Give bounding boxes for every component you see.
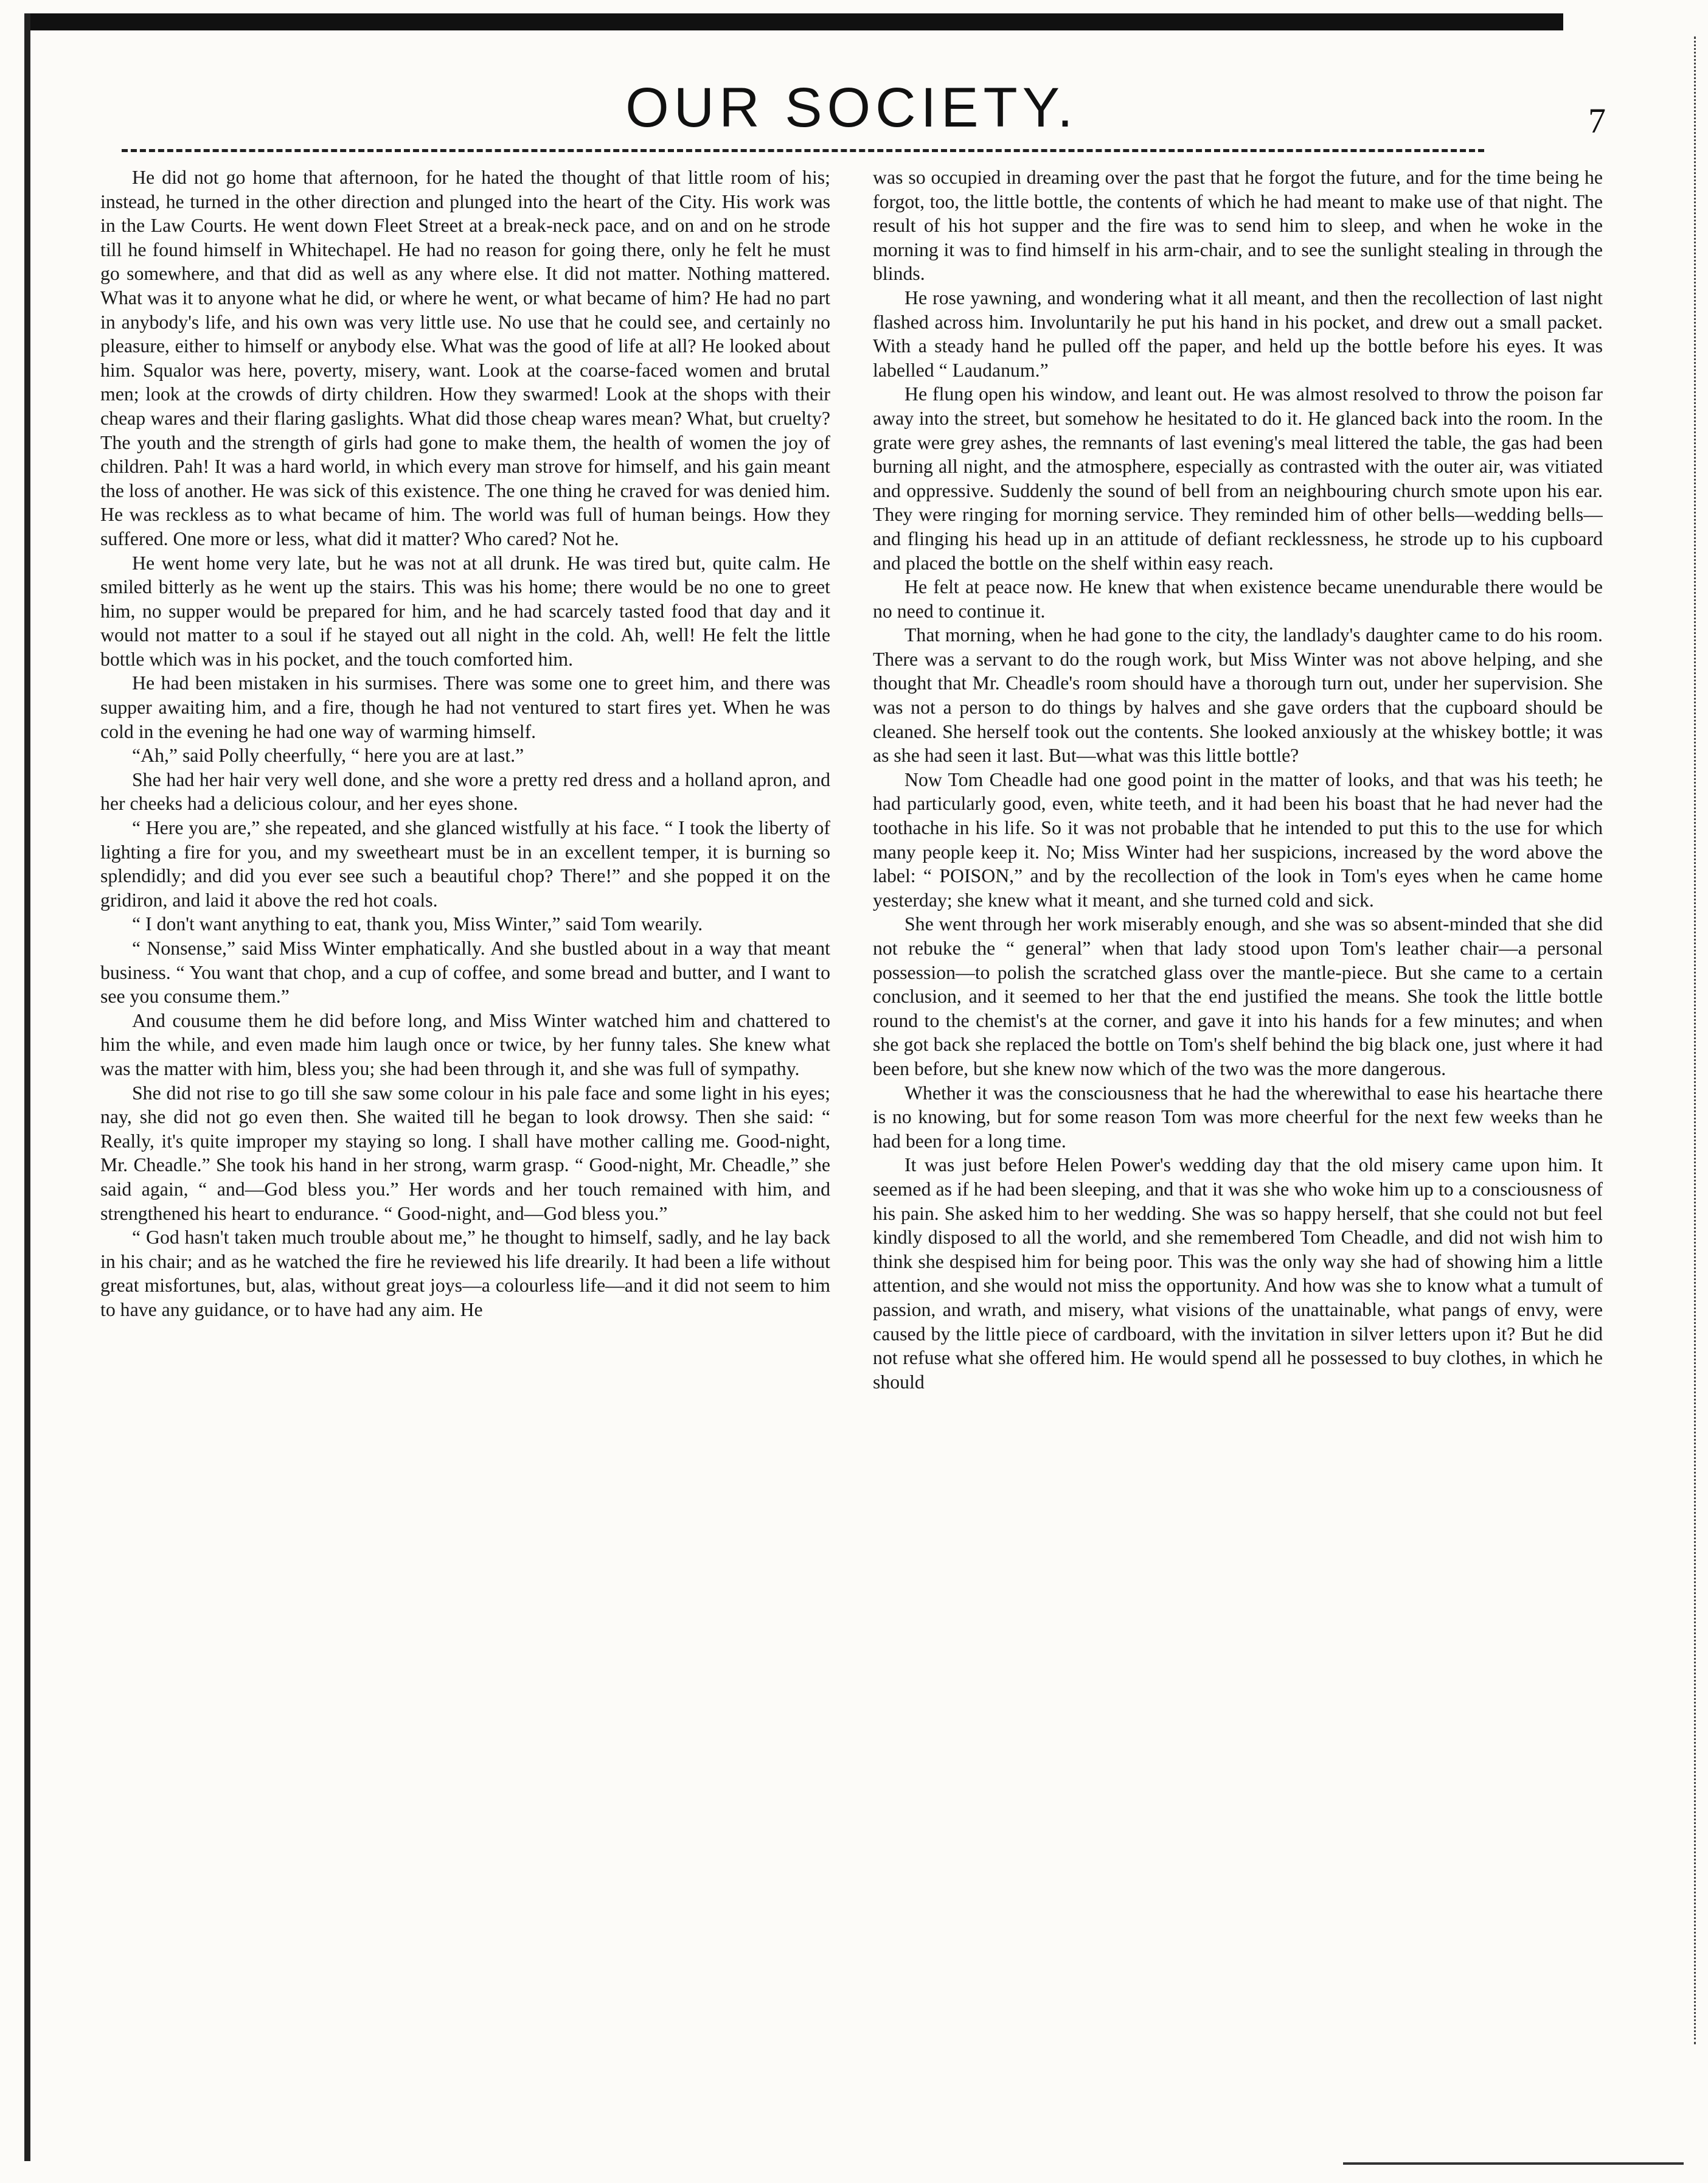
paragraph: He had been mistaken in his surmises. There was some one to greet him, and there was supper awaiting him, and a fire, though he had not ventured to start fires yet. When he was cold in the evening he had one way of warming himself.	[100, 672, 830, 742]
paragraph: was so occupied in dreaming over the past that he forgot the future, and for the time being he forgot, too, the little bottle, the contents of which he had meant to make use of that night. The result of his hot supper and the fire was to send him to sleep, and when he woke in the morning it was to find himself in his arm-chair, and to see the sunlight stealing in through the blinds.	[873, 167, 1603, 285]
paragraph: And cousume them he did before long, and Miss Winter watched him and chattered to him the while, and even made him laugh once or twice, by her funny tales. She knew what was the matter with him, bless you; she had been through it, and she was full of sympathy.	[100, 1009, 830, 1079]
paragraph: That morning, when he had gone to the city, the landlady's daughter came to do his room. There was a servant to do the rough work, but Miss Winter was not above helping, and she thought that Mr. Cheadle's room should have a thorough turn out, under her supervision. She was not a person to do things by halves and she gave orders that the cupboard should be cleaned. She herself took out the contents. She looked anxiously at the whiskey bottle; it was as she had seen it last. But—what was this little bottle?	[873, 624, 1603, 767]
paragraph: She did not rise to go till she saw some colour in his pale face and some light in his eyes; nay, she did not go even then. She waited till he began to look drowsy. Then she said: “ Really, it's quite improper my staying so long. I shall have mother calling me. Good-night, Mr. Cheadle.” She took his hand in her strong, warm grasp. “ Good-night, Mr. Cheadle,” she said again, “ and—God bless you.” Her words and her touch remained with him, and strengthened his heart to endurance. “ Good-night, and—God bless you.”	[100, 1082, 830, 1224]
footer-rule	[1343, 2162, 1684, 2165]
paragraph: It was just before Helen Power's wedding day that the old misery came upon him. It seemed as if he had been sleeping, and that it was she who woke him up to a consciousness of his pain. She asked him to her wedding. She was so happy herself, that she could not but feel kindly disposed to all the world, and she remembered Tom Cheadle, and did not wish him to think she despised him for being poor. This was the only way she had of showing him a little attention, and she would not miss the opportunity. And how was she to know what a tumult of passion, and wrath, and misery, what visions of the unattainable, what pangs of envy, were caused by the little piece of cardboard, with the invitation in silver letters upon it? But he did not refuse what she offered him. He would spend all he possessed to buy clothes, in which he should	[873, 1154, 1603, 1393]
paragraph: “ God hasn't taken much trouble about me,” he thought to himself, sadly, and he lay back in his chair; and as he watched the fire he reviewed his life drearily. It had been a life without great misfortunes, but, alas, without great joys—a colourless life—and it did not seem to him to have any guidance, or to have had any aim. He	[100, 1227, 830, 1320]
column-left	[100, 165, 830, 2112]
page-header	[97, 58, 1606, 161]
paragraph: “ Nonsense,” said Miss Winter emphatically. And she bustled about in a way that meant business. “ You want that chop, and a cup of coffee, and some bread and butter, and I want to see you consume them.”	[100, 938, 830, 1008]
masthead-title: OUR SOCIETY.	[625, 77, 1078, 139]
paragraph: He flung open his window, and leant out. He was almost resolved to throw the poison far away into the street, but somehow he hesitated to do it. He glanced back into the room. In the grate were grey ashes, the remnants of last evening's meal littered the table, the gas had been burning all night, and the atmosphere, especially as contrasted with the outer air, was vitiated and oppressive. Suddenly the sound of bell from an neighbouring church smote upon his ear. They were ringing for morning service. They reminded him of other bells—wedding bells—and flinging his head up in an attitude of defiant recklessness, he strode up to his cupboard and placed the bottle on the shelf within easy reach.	[873, 383, 1603, 574]
paragraph: Now Tom Cheadle had one good point in the matter of looks, and that was his teeth; he had particularly good, even, white teeth, and it had been his boast that he had never had the toothache in his life. So it was not probable that he intended to put this to the use for which many people keep it. No; Miss Winter had her suspicions, increased by the word above the label: “ POISON,” and by the recollection of the look in Tom's eyes when he came home yesterday; she knew what it meant, and she turned cold and sick.	[873, 768, 1603, 911]
paragraph: “Ah,” said Polly cheerfully, “ here you are at last.”	[132, 745, 524, 767]
article-body	[100, 165, 1603, 2112]
paragraph: He rose yawning, and wondering what it all meant, and then the recollection of last night flashed across him. Involuntarily he put his hand in his pocket, and drew out a small packet. With a steady hand he pulled off the paper, and held up the bottle before his eyes. It was labelled “ Laudanum.”	[873, 287, 1603, 381]
left-border-rule	[24, 13, 30, 2161]
header-dashed-rule	[122, 149, 1484, 152]
paragraph: Whether it was the consciousness that he had the wherewithal to ease his heartache there is no knowing, but for some reason Tom was more cheerful for the next few weeks than he had been for a long time.	[873, 1082, 1603, 1152]
right-margin-marks	[1685, 37, 1696, 2044]
top-border-rule	[24, 13, 1563, 30]
column-right	[873, 165, 1603, 2112]
paragraph: He felt at peace now. He knew that when existence became unendurable there would be no need to continue it.	[873, 576, 1603, 622]
paragraph: “ I don't want anything to eat, thank you, Miss Winter,” said Tom wearily.	[132, 913, 703, 935]
paragraph: She went through her work miserably enough, and she was so absent-minded that she did not rebuke the “ general” when that lady stood upon Tom's leather chair—a personal possession—to polish the scratched glass over the mantle-piece. But she came to a certain conclusion, and it seemed to her that the end justified the means. She took the little bottle round to the chemist's at the corner, and gave it into his hands for a few minutes; and when she got back she replaced the bottle on Tom's shelf behind the big black one, just where it had been before, but she knew now which of the two was the more dangerous.	[873, 913, 1603, 1079]
paragraph: She had her hair very well done, and she wore a pretty red dress and a holland apron, and her cheeks had a delicious colour, and her eyes shone.	[100, 768, 830, 815]
paragraph: He did not go home that afternoon, for he hated the thought of that little room of his; instead, he turned in the other direction and plunged into the heart of the City. His work was in the Law Courts. He went down Fleet Street at a break-neck pace, and on and on he strode till he found himself in Whitechapel. He had no reason for going there, only he felt he must go somewhere, and that did as well as any where else. It did not matter. Nothing mattered. What was it to anyone what he did, or where he went, or what became of him? He had no part in anybody's life, and his own was very little use. No use that he could see, and certainly no pleasure, either to himself or anybody else. What was the good of life at all? He looked about him. Squalor was here, poverty, misery, want. Look at the coarse-faced women and brutal men; look at the crowds of dirty children. How they swarmed! Look at the shops with their cheap wares and their flaring gaslights. What did those cheap wares mean? What, but cruelty? The youth and the strength of girls had gone to make them, the health of women the joy of children. Pah! It was a hard world, in which every man strove for himself, and his gain meant the loss of another. He was sick of this existence. The one thing he craved for was denied him. He was reckless as to what became of him. The world was full of human beings. How they suffered. One more or less, what did it matter? Who cared? Not he.	[100, 167, 830, 549]
page-number: 7	[1588, 101, 1606, 141]
paragraph: “ Here you are,” she repeated, and she glanced wistfully at his face. “ I took the liberty of lighting a fire for you, and my sweetheart must be in an excellent temper, it is burning so splendidly; and did you ever see such a beautiful chop? There!” and she popped it on the gridiron, and laid it above the red hot coals.	[100, 817, 830, 911]
paragraph: He went home very late, but he was not at all drunk. He was tired but, quite calm. He smiled bitterly as he went up the stairs. This was his home; there would be no one to greet him, no supper would be prepared for him, and he had scarcely tasted food that day and it would not matter to a soul if he stayed out all night in the cold. Ah, well! He felt the little bottle which was in his pocket, and the touch comforted him.	[100, 552, 830, 670]
